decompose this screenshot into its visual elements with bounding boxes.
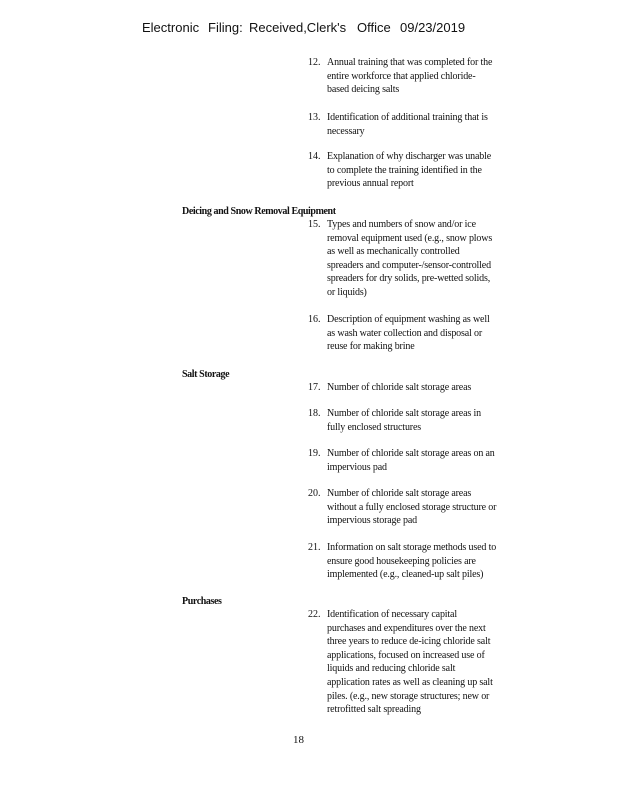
item-text: Annual training that was completed for the entire workforce that applied chloride-based deicing salts <box>327 57 493 96</box>
item-number: 16. <box>308 314 321 325</box>
item-number: 18. <box>308 408 321 419</box>
list-item-22 <box>308 608 498 717</box>
item-text: Number of chloride salt storage areas <box>327 382 472 393</box>
item-text: Explanation of why discharger was unable to complete the training identified in the previous annual report <box>327 151 492 190</box>
header-date: 09/23/2019 <box>400 20 466 35</box>
item-text: Description of equipment washing as well as wash water collection and disposal or reuse for making brine <box>327 314 490 353</box>
header-electronic: Electronic <box>142 20 200 35</box>
list-item-14 <box>308 150 498 191</box>
list-item-15 <box>308 218 498 300</box>
item-number: 19. <box>308 448 321 459</box>
item-text: Identification of necessary capital purchases and expenditures over the next three years to reduce de-icing chloride salt applications, focused on increased use of liquids and reducing chloride salt application rates as well as cleaning up salt piles. (e.g., new storage structures; new or retrofitted salt spreading <box>327 609 493 716</box>
item-number: 21. <box>308 542 321 553</box>
item-number: 14. <box>308 151 321 162</box>
list-item-21 <box>308 541 498 582</box>
header-filing: Filing: <box>208 20 243 35</box>
header-received-clerks: Received,Clerk's <box>249 20 347 35</box>
item-number: 13. <box>308 112 321 123</box>
list-item-18 <box>308 407 498 434</box>
item-text: Number of chloride salt storage areas in fully enclosed structures <box>327 408 481 433</box>
item-text: Information on salt storage methods used to ensure good housekeeping policies are implemented (e.g., cleaned-up salt piles) <box>327 542 497 581</box>
header-office: Office <box>357 20 391 35</box>
list-item-12 <box>308 56 498 97</box>
section-heading-purchases: Purchases <box>182 596 222 607</box>
item-number: 12. <box>308 57 321 68</box>
list-item-20 <box>308 487 498 528</box>
list-item-13 <box>308 111 498 138</box>
item-number: 17. <box>308 382 321 393</box>
item-number: 15. <box>308 219 321 230</box>
section-heading-equipment: Deicing and Snow Removal Equipment <box>182 206 336 217</box>
item-text: Types and numbers of snow and/or ice removal equipment used (e.g., snow plows as well as mechanically controlled spreaders and computer-/sensor-controlled spreaders for dry solids, pre-wetted solids, or liquids) <box>327 219 493 298</box>
section-heading-salt-storage: Salt Storage <box>182 369 230 380</box>
page-number: 18 <box>293 734 304 746</box>
item-text: Number of chloride salt storage areas on an impervious pad <box>327 448 495 473</box>
list-item-17 <box>308 381 498 395</box>
item-number: 20. <box>308 488 321 499</box>
item-text: Identification of additional training that is necessary <box>327 112 488 137</box>
item-text: Number of chloride salt storage areas without a fully enclosed storage structure or impervious storage pad <box>327 488 497 527</box>
list-item-16 <box>308 313 498 354</box>
item-number: 22. <box>308 609 321 620</box>
list-item-19 <box>308 447 498 474</box>
